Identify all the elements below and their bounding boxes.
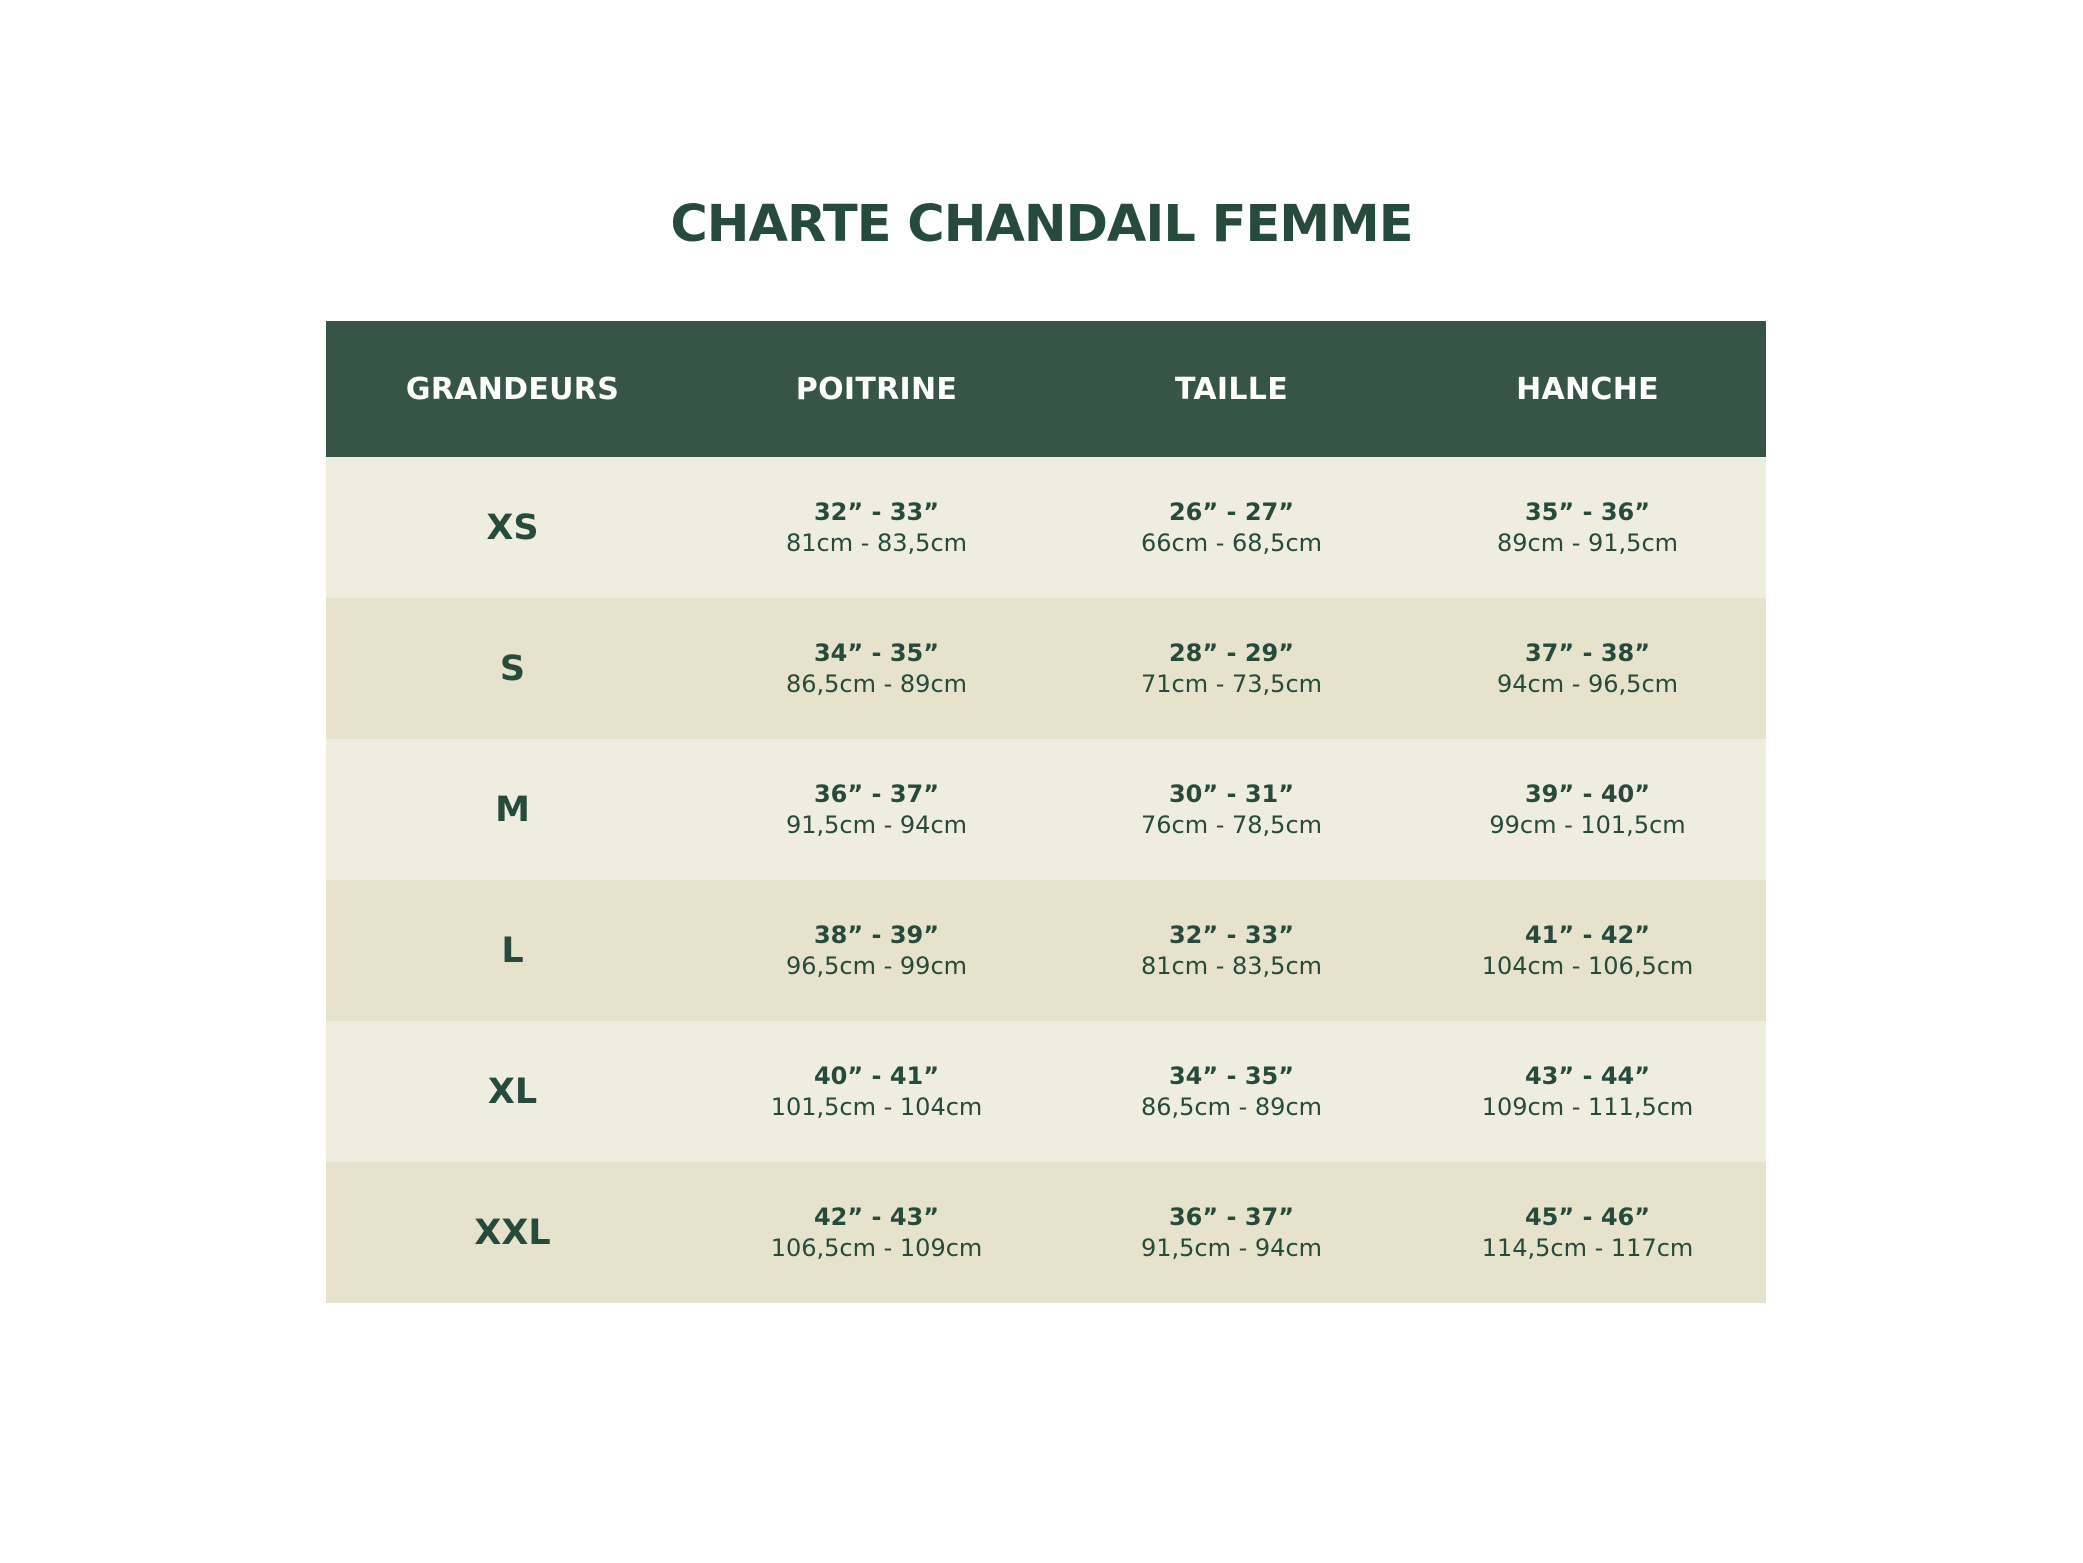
hanche-cell	[1409, 457, 1766, 598]
cm-range: 94cm - 96,5cm	[1496, 669, 1679, 698]
table-row	[326, 1021, 1766, 1162]
poitrine-cell	[699, 880, 1054, 1021]
inch-range: 32” - 33”	[813, 497, 939, 526]
cm-range: 109cm - 111,5cm	[1481, 1092, 1694, 1121]
cm-range: 99cm - 101,5cm	[1489, 810, 1686, 839]
cm-range: 89cm - 91,5cm	[1496, 528, 1679, 557]
hanche-cell	[1409, 598, 1766, 739]
cm-range: 86,5cm - 89cm	[1140, 1092, 1323, 1121]
size-label: XS	[486, 507, 539, 548]
cm-range: 104cm - 106,5cm	[1481, 951, 1694, 980]
inch-range: 45” - 46”	[1524, 1202, 1650, 1231]
hanche-cell	[1409, 880, 1766, 1021]
poitrine-cell	[699, 598, 1054, 739]
inch-range: 40” - 41”	[813, 1061, 939, 1090]
hanche-cell	[1409, 1021, 1766, 1162]
inch-range: 36” - 37”	[813, 779, 939, 808]
size-label: L	[501, 930, 524, 971]
poitrine-cell	[699, 1162, 1054, 1303]
inch-range: 35” - 36”	[1524, 497, 1650, 526]
taille-cell	[1054, 880, 1409, 1021]
table-row	[326, 1162, 1766, 1303]
inch-range: 30” - 31”	[1168, 779, 1294, 808]
table-header-row	[326, 321, 1766, 457]
inch-range: 32” - 33”	[1168, 920, 1294, 949]
header-taille: TAILLE	[1174, 371, 1289, 407]
taille-cell	[1054, 1021, 1409, 1162]
inch-range: 37” - 38”	[1524, 638, 1650, 667]
cm-range: 114,5cm - 117cm	[1481, 1233, 1694, 1262]
poitrine-cell	[699, 1021, 1054, 1162]
cm-range: 66cm - 68,5cm	[1140, 528, 1323, 557]
page-title: CHARTE CHANDAIL FEMME	[670, 195, 1413, 254]
inch-range: 36” - 37”	[1168, 1202, 1294, 1231]
size-label: XL	[487, 1071, 538, 1112]
poitrine-cell	[699, 739, 1054, 880]
table-row	[326, 739, 1766, 880]
inch-range: 38” - 39”	[813, 920, 939, 949]
inch-range: 26” - 27”	[1168, 497, 1294, 526]
cm-range: 91,5cm - 94cm	[785, 810, 968, 839]
inch-range: 28” - 29”	[1168, 638, 1294, 667]
hanche-cell	[1409, 739, 1766, 880]
cm-range: 96,5cm - 99cm	[785, 951, 968, 980]
cm-range: 71cm - 73,5cm	[1140, 669, 1323, 698]
header-hanche: HANCHE	[1516, 371, 1659, 407]
inch-range: 34” - 35”	[1168, 1061, 1294, 1090]
cm-range: 81cm - 83,5cm	[785, 528, 968, 557]
table-row	[326, 880, 1766, 1021]
header-grandeurs: GRANDEURS	[405, 371, 620, 407]
taille-cell	[1054, 598, 1409, 739]
inch-range: 43” - 44”	[1524, 1061, 1650, 1090]
poitrine-cell	[699, 457, 1054, 598]
size-label: XXL	[474, 1212, 551, 1253]
inch-range: 41” - 42”	[1524, 920, 1650, 949]
cm-range: 106,5cm - 109cm	[770, 1233, 983, 1262]
cm-range: 101,5cm - 104cm	[770, 1092, 983, 1121]
taille-cell	[1054, 457, 1409, 598]
header-poitrine: POITRINE	[795, 371, 958, 407]
table-row	[326, 457, 1766, 598]
size-chart-table	[326, 321, 1766, 1303]
size-label: M	[495, 789, 530, 830]
inch-range: 42” - 43”	[813, 1202, 939, 1231]
cm-range: 76cm - 78,5cm	[1140, 810, 1323, 839]
inch-range: 34” - 35”	[813, 638, 939, 667]
cm-range: 81cm - 83,5cm	[1140, 951, 1323, 980]
table-row	[326, 598, 1766, 739]
taille-cell	[1054, 739, 1409, 880]
inch-range: 39” - 40”	[1524, 779, 1650, 808]
cm-range: 91,5cm - 94cm	[1140, 1233, 1323, 1262]
hanche-cell	[1409, 1162, 1766, 1303]
size-label: S	[499, 648, 526, 689]
taille-cell	[1054, 1162, 1409, 1303]
cm-range: 86,5cm - 89cm	[785, 669, 968, 698]
